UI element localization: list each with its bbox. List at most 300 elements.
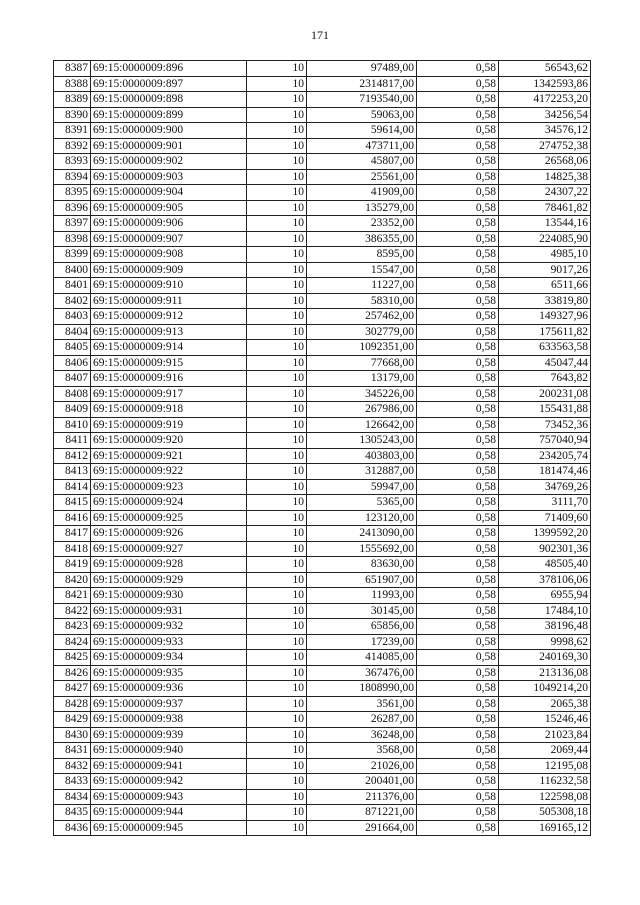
cadastral-number-cell: 69:15:0000009:944	[91, 805, 247, 821]
value-cell: 34256,54	[499, 107, 591, 123]
row-number-cell: 8433	[54, 774, 91, 790]
category-cell: 10	[247, 758, 307, 774]
row-number-cell: 8388	[54, 76, 91, 92]
rate-cell: 0,58	[417, 557, 499, 573]
value-cell: 213136,08	[499, 665, 591, 681]
area-cell: 25561,00	[307, 169, 417, 185]
area-cell: 135279,00	[307, 200, 417, 216]
rate-cell: 0,58	[417, 681, 499, 697]
row-number-cell: 8417	[54, 526, 91, 542]
category-cell: 10	[247, 386, 307, 402]
category-cell: 10	[247, 805, 307, 821]
category-cell: 10	[247, 92, 307, 108]
category-cell: 10	[247, 340, 307, 356]
rate-cell: 0,58	[417, 123, 499, 139]
row-number-cell: 8400	[54, 262, 91, 278]
area-cell: 11993,00	[307, 588, 417, 604]
cadastral-number-cell: 69:15:0000009:903	[91, 169, 247, 185]
cadastral-number-cell: 69:15:0000009:915	[91, 355, 247, 371]
value-cell: 274752,38	[499, 138, 591, 154]
row-number-cell: 8404	[54, 324, 91, 340]
value-cell: 234205,74	[499, 448, 591, 464]
category-cell: 10	[247, 619, 307, 635]
cadastral-number-cell: 69:15:0000009:936	[91, 681, 247, 697]
category-cell: 10	[247, 541, 307, 557]
value-cell: 1049214,20	[499, 681, 591, 697]
row-number-cell: 8425	[54, 650, 91, 666]
row-number-cell: 8405	[54, 340, 91, 356]
rate-cell: 0,58	[417, 340, 499, 356]
table-row	[54, 340, 591, 356]
table-row	[54, 712, 591, 728]
table-row	[54, 588, 591, 604]
cadastral-number-cell: 69:15:0000009:908	[91, 247, 247, 263]
rate-cell: 0,58	[417, 696, 499, 712]
area-cell: 1305243,00	[307, 433, 417, 449]
area-cell: 36248,00	[307, 727, 417, 743]
value-cell: 2065,38	[499, 696, 591, 712]
row-number-cell: 8402	[54, 293, 91, 309]
category-cell: 10	[247, 293, 307, 309]
value-cell: 175611,82	[499, 324, 591, 340]
category-cell: 10	[247, 526, 307, 542]
row-number-cell: 8408	[54, 386, 91, 402]
table-row	[54, 76, 591, 92]
rate-cell: 0,58	[417, 572, 499, 588]
rate-cell: 0,58	[417, 448, 499, 464]
area-cell: 58310,00	[307, 293, 417, 309]
row-number-cell: 8436	[54, 820, 91, 836]
rate-cell: 0,58	[417, 386, 499, 402]
value-cell: 34769,26	[499, 479, 591, 495]
table-row	[54, 309, 591, 325]
cadastral-number-cell: 69:15:0000009:937	[91, 696, 247, 712]
table-row	[54, 758, 591, 774]
category-cell: 10	[247, 557, 307, 573]
cadastral-number-cell: 69:15:0000009:938	[91, 712, 247, 728]
cadastral-number-cell: 69:15:0000009:898	[91, 92, 247, 108]
row-number-cell: 8387	[54, 61, 91, 77]
area-cell: 651907,00	[307, 572, 417, 588]
cadastral-number-cell: 69:15:0000009:931	[91, 603, 247, 619]
row-number-cell: 8412	[54, 448, 91, 464]
cadastral-number-cell: 69:15:0000009:900	[91, 123, 247, 139]
table-row	[54, 541, 591, 557]
table-row	[54, 557, 591, 573]
area-cell: 1092351,00	[307, 340, 417, 356]
row-number-cell: 8389	[54, 92, 91, 108]
table-row	[54, 417, 591, 433]
value-cell: 13544,16	[499, 216, 591, 232]
rate-cell: 0,58	[417, 154, 499, 170]
value-cell: 155431,88	[499, 402, 591, 418]
area-cell: 302779,00	[307, 324, 417, 340]
value-cell: 378106,06	[499, 572, 591, 588]
cadastral-number-cell: 69:15:0000009:930	[91, 588, 247, 604]
cadastral-number-cell: 69:15:0000009:927	[91, 541, 247, 557]
cadastral-number-cell: 69:15:0000009:941	[91, 758, 247, 774]
cadastral-number-cell: 69:15:0000009:932	[91, 619, 247, 635]
row-number-cell: 8413	[54, 464, 91, 480]
cadastral-number-cell: 69:15:0000009:913	[91, 324, 247, 340]
table-row	[54, 169, 591, 185]
value-cell: 116232,58	[499, 774, 591, 790]
category-cell: 10	[247, 634, 307, 650]
table-row	[54, 154, 591, 170]
table-row	[54, 371, 591, 387]
category-cell: 10	[247, 789, 307, 805]
row-number-cell: 8393	[54, 154, 91, 170]
rate-cell: 0,58	[417, 61, 499, 77]
value-cell: 48505,40	[499, 557, 591, 573]
rate-cell: 0,58	[417, 727, 499, 743]
category-cell: 10	[247, 572, 307, 588]
category-cell: 10	[247, 138, 307, 154]
row-number-cell: 8390	[54, 107, 91, 123]
cadastral-number-cell: 69:15:0000009:919	[91, 417, 247, 433]
cadastral-number-cell: 69:15:0000009:922	[91, 464, 247, 480]
value-cell: 21023,84	[499, 727, 591, 743]
category-cell: 10	[247, 448, 307, 464]
rate-cell: 0,58	[417, 138, 499, 154]
table-row	[54, 216, 591, 232]
area-cell: 414085,00	[307, 650, 417, 666]
table-row	[54, 743, 591, 759]
category-cell: 10	[247, 371, 307, 387]
area-cell: 123120,00	[307, 510, 417, 526]
area-cell: 291664,00	[307, 820, 417, 836]
area-cell: 126642,00	[307, 417, 417, 433]
area-cell: 41909,00	[307, 185, 417, 201]
value-cell: 71409,60	[499, 510, 591, 526]
cadastral-number-cell: 69:15:0000009:914	[91, 340, 247, 356]
rate-cell: 0,58	[417, 433, 499, 449]
table-row	[54, 293, 591, 309]
area-cell: 11227,00	[307, 278, 417, 294]
rate-cell: 0,58	[417, 402, 499, 418]
rate-cell: 0,58	[417, 603, 499, 619]
table-row	[54, 650, 591, 666]
category-cell: 10	[247, 76, 307, 92]
area-cell: 1808990,00	[307, 681, 417, 697]
cadastral-number-cell: 69:15:0000009:933	[91, 634, 247, 650]
row-number-cell: 8411	[54, 433, 91, 449]
area-cell: 59614,00	[307, 123, 417, 139]
row-number-cell: 8394	[54, 169, 91, 185]
cadastral-number-cell: 69:15:0000009:905	[91, 200, 247, 216]
value-cell: 3111,70	[499, 495, 591, 511]
rate-cell: 0,58	[417, 324, 499, 340]
area-cell: 59947,00	[307, 479, 417, 495]
value-cell: 902301,36	[499, 541, 591, 557]
area-cell: 211376,00	[307, 789, 417, 805]
rate-cell: 0,58	[417, 417, 499, 433]
cadastral-number-cell: 69:15:0000009:911	[91, 293, 247, 309]
category-cell: 10	[247, 185, 307, 201]
area-cell: 386355,00	[307, 231, 417, 247]
value-cell: 1342593,86	[499, 76, 591, 92]
cadastral-number-cell: 69:15:0000009:923	[91, 479, 247, 495]
rate-cell: 0,58	[417, 355, 499, 371]
row-number-cell: 8406	[54, 355, 91, 371]
cadastral-number-cell: 69:15:0000009:924	[91, 495, 247, 511]
value-cell: 78461,82	[499, 200, 591, 216]
rate-cell: 0,58	[417, 665, 499, 681]
table-row	[54, 665, 591, 681]
value-cell: 14825,38	[499, 169, 591, 185]
table-row	[54, 448, 591, 464]
area-cell: 267986,00	[307, 402, 417, 418]
table-row	[54, 231, 591, 247]
value-cell: 17484,10	[499, 603, 591, 619]
row-number-cell: 8415	[54, 495, 91, 511]
table-row	[54, 774, 591, 790]
category-cell: 10	[247, 216, 307, 232]
area-cell: 17239,00	[307, 634, 417, 650]
rate-cell: 0,58	[417, 789, 499, 805]
value-cell: 1399592,20	[499, 526, 591, 542]
cadastral-number-cell: 69:15:0000009:902	[91, 154, 247, 170]
rate-cell: 0,58	[417, 743, 499, 759]
area-cell: 45807,00	[307, 154, 417, 170]
value-cell: 757040,94	[499, 433, 591, 449]
rate-cell: 0,58	[417, 216, 499, 232]
area-cell: 30145,00	[307, 603, 417, 619]
value-cell: 9998,62	[499, 634, 591, 650]
table-row	[54, 510, 591, 526]
table-row	[54, 805, 591, 821]
cadastral-number-cell: 69:15:0000009:935	[91, 665, 247, 681]
value-cell: 6955,94	[499, 588, 591, 604]
value-cell: 2069,44	[499, 743, 591, 759]
table-row	[54, 61, 591, 77]
category-cell: 10	[247, 61, 307, 77]
row-number-cell: 8391	[54, 123, 91, 139]
value-cell: 56543,62	[499, 61, 591, 77]
table-row	[54, 789, 591, 805]
category-cell: 10	[247, 495, 307, 511]
category-cell: 10	[247, 262, 307, 278]
area-cell: 403803,00	[307, 448, 417, 464]
area-cell: 97489,00	[307, 61, 417, 77]
cadastral-number-cell: 69:15:0000009:925	[91, 510, 247, 526]
cadastral-number-cell: 69:15:0000009:906	[91, 216, 247, 232]
value-cell: 200231,08	[499, 386, 591, 402]
cadastral-number-cell: 69:15:0000009:942	[91, 774, 247, 790]
cadastral-number-cell: 69:15:0000009:945	[91, 820, 247, 836]
row-number-cell: 8434	[54, 789, 91, 805]
rate-cell: 0,58	[417, 758, 499, 774]
category-cell: 10	[247, 123, 307, 139]
area-cell: 200401,00	[307, 774, 417, 790]
area-cell: 367476,00	[307, 665, 417, 681]
category-cell: 10	[247, 665, 307, 681]
table-row	[54, 355, 591, 371]
rate-cell: 0,58	[417, 185, 499, 201]
row-number-cell: 8424	[54, 634, 91, 650]
row-number-cell: 8399	[54, 247, 91, 263]
cadastral-number-cell: 69:15:0000009:916	[91, 371, 247, 387]
cadastral-number-cell: 69:15:0000009:929	[91, 572, 247, 588]
table-row	[54, 820, 591, 836]
row-number-cell: 8435	[54, 805, 91, 821]
rate-cell: 0,58	[417, 619, 499, 635]
area-cell: 83630,00	[307, 557, 417, 573]
row-number-cell: 8397	[54, 216, 91, 232]
area-cell: 59063,00	[307, 107, 417, 123]
category-cell: 10	[247, 355, 307, 371]
rate-cell: 0,58	[417, 526, 499, 542]
area-cell: 473711,00	[307, 138, 417, 154]
value-cell: 15246,46	[499, 712, 591, 728]
table-row	[54, 495, 591, 511]
area-cell: 3561,00	[307, 696, 417, 712]
rate-cell: 0,58	[417, 495, 499, 511]
rate-cell: 0,58	[417, 92, 499, 108]
row-number-cell: 8395	[54, 185, 91, 201]
row-number-cell: 8403	[54, 309, 91, 325]
area-cell: 2314817,00	[307, 76, 417, 92]
cadastral-number-cell: 69:15:0000009:939	[91, 727, 247, 743]
category-cell: 10	[247, 231, 307, 247]
category-cell: 10	[247, 154, 307, 170]
page-number: 171	[311, 28, 329, 42]
value-cell: 9017,26	[499, 262, 591, 278]
table-row	[54, 138, 591, 154]
table-row	[54, 107, 591, 123]
category-cell: 10	[247, 479, 307, 495]
area-cell: 871221,00	[307, 805, 417, 821]
row-number-cell: 8398	[54, 231, 91, 247]
table-row	[54, 619, 591, 635]
cadastral-number-cell: 69:15:0000009:904	[91, 185, 247, 201]
rate-cell: 0,58	[417, 278, 499, 294]
row-number-cell: 8392	[54, 138, 91, 154]
value-cell: 4985,10	[499, 247, 591, 263]
table-row	[54, 433, 591, 449]
row-number-cell: 8407	[54, 371, 91, 387]
area-cell: 65856,00	[307, 619, 417, 635]
category-cell: 10	[247, 603, 307, 619]
value-cell: 505308,18	[499, 805, 591, 821]
row-number-cell: 8414	[54, 479, 91, 495]
parcel-table	[53, 60, 591, 836]
category-cell: 10	[247, 588, 307, 604]
row-number-cell: 8427	[54, 681, 91, 697]
value-cell: 12195,08	[499, 758, 591, 774]
category-cell: 10	[247, 247, 307, 263]
table-row	[54, 464, 591, 480]
table-row	[54, 324, 591, 340]
cadastral-number-cell: 69:15:0000009:917	[91, 386, 247, 402]
value-cell: 149327,96	[499, 309, 591, 325]
rate-cell: 0,58	[417, 541, 499, 557]
rate-cell: 0,58	[417, 634, 499, 650]
rate-cell: 0,58	[417, 774, 499, 790]
value-cell: 73452,36	[499, 417, 591, 433]
row-number-cell: 8423	[54, 619, 91, 635]
row-number-cell: 8431	[54, 743, 91, 759]
rate-cell: 0,58	[417, 510, 499, 526]
category-cell: 10	[247, 433, 307, 449]
table-row	[54, 479, 591, 495]
category-cell: 10	[247, 727, 307, 743]
table-row	[54, 262, 591, 278]
rate-cell: 0,58	[417, 309, 499, 325]
cadastral-number-cell: 69:15:0000009:928	[91, 557, 247, 573]
value-cell: 6511,66	[499, 278, 591, 294]
table-row	[54, 123, 591, 139]
value-cell: 24307,22	[499, 185, 591, 201]
cadastral-number-cell: 69:15:0000009:896	[91, 61, 247, 77]
area-cell: 13179,00	[307, 371, 417, 387]
table-row	[54, 386, 591, 402]
row-number-cell: 8396	[54, 200, 91, 216]
category-cell: 10	[247, 107, 307, 123]
category-cell: 10	[247, 278, 307, 294]
row-number-cell: 8401	[54, 278, 91, 294]
cadastral-number-cell: 69:15:0000009:920	[91, 433, 247, 449]
area-cell: 77668,00	[307, 355, 417, 371]
rate-cell: 0,58	[417, 650, 499, 666]
rate-cell: 0,58	[417, 200, 499, 216]
rate-cell: 0,58	[417, 805, 499, 821]
area-cell: 23352,00	[307, 216, 417, 232]
table-row	[54, 200, 591, 216]
row-number-cell: 8432	[54, 758, 91, 774]
table-row	[54, 278, 591, 294]
cadastral-number-cell: 69:15:0000009:907	[91, 231, 247, 247]
cadastral-number-cell: 69:15:0000009:934	[91, 650, 247, 666]
category-cell: 10	[247, 820, 307, 836]
category-cell: 10	[247, 743, 307, 759]
value-cell: 26568,06	[499, 154, 591, 170]
value-cell: 122598,08	[499, 789, 591, 805]
table-row	[54, 603, 591, 619]
cadastral-number-cell: 69:15:0000009:897	[91, 76, 247, 92]
cadastral-number-cell: 69:15:0000009:910	[91, 278, 247, 294]
table-row	[54, 696, 591, 712]
area-cell: 312887,00	[307, 464, 417, 480]
category-cell: 10	[247, 309, 307, 325]
value-cell: 45047,44	[499, 355, 591, 371]
cadastral-number-cell: 69:15:0000009:921	[91, 448, 247, 464]
value-cell: 169165,12	[499, 820, 591, 836]
rate-cell: 0,58	[417, 371, 499, 387]
table-row	[54, 185, 591, 201]
category-cell: 10	[247, 417, 307, 433]
category-cell: 10	[247, 712, 307, 728]
row-number-cell: 8409	[54, 402, 91, 418]
category-cell: 10	[247, 464, 307, 480]
table-row	[54, 247, 591, 263]
table-row	[54, 727, 591, 743]
rate-cell: 0,58	[417, 76, 499, 92]
value-cell: 181474,46	[499, 464, 591, 480]
rate-cell: 0,58	[417, 169, 499, 185]
cadastral-number-cell: 69:15:0000009:943	[91, 789, 247, 805]
cadastral-number-cell: 69:15:0000009:940	[91, 743, 247, 759]
value-cell: 240169,30	[499, 650, 591, 666]
table-body	[54, 61, 591, 836]
area-cell: 345226,00	[307, 386, 417, 402]
table-row	[54, 402, 591, 418]
area-cell: 3568,00	[307, 743, 417, 759]
value-cell: 34576,12	[499, 123, 591, 139]
row-number-cell: 8418	[54, 541, 91, 557]
category-cell: 10	[247, 324, 307, 340]
rate-cell: 0,58	[417, 262, 499, 278]
